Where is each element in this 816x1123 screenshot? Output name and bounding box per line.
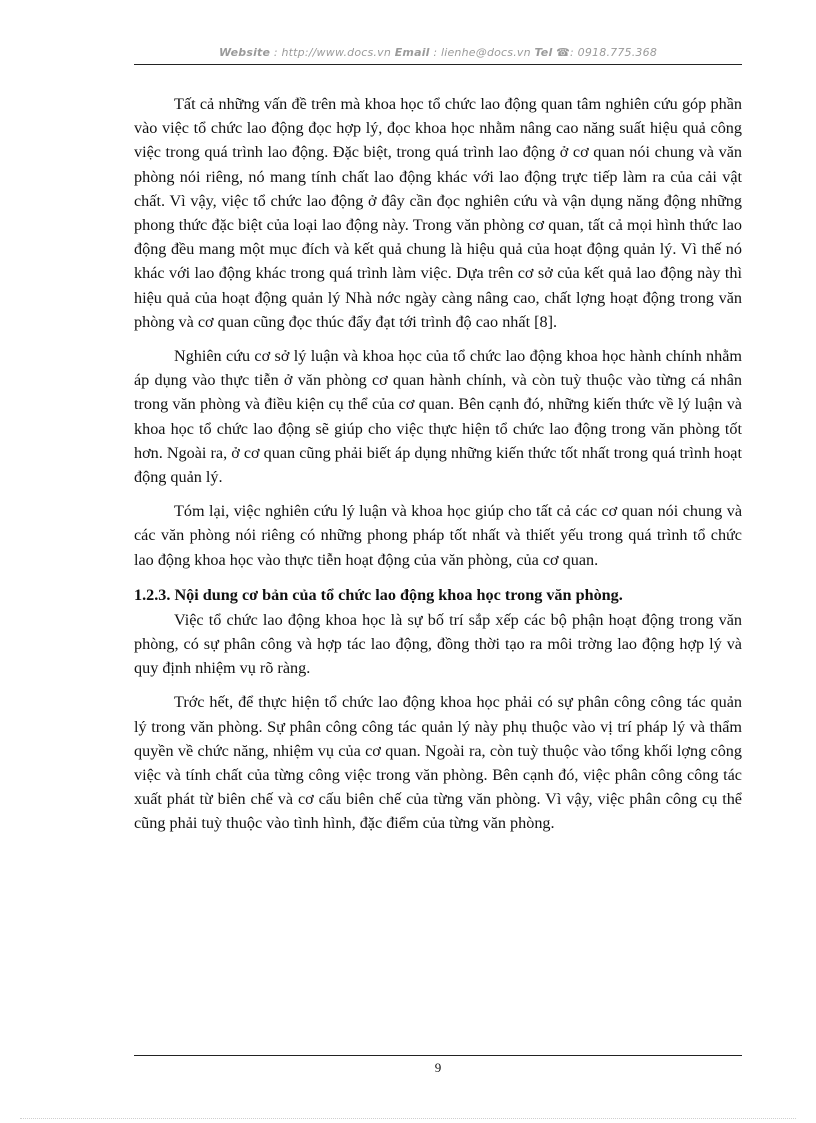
paragraph: Trớc hết, để thực hiện tổ chức lao động khoa học phải có sự phân công công tác quản lý trong văn phòng. Sự phân công công tác quản lý này phụ thuộc vào vị trí pháp lý và thẩm quyền về chức năng, nhiệm vụ của cơ quan. Ngoài ra, còn tuỳ thuộc vào tổng khối lợng công việc và tính chất của từng công việc trong văn phòng. Bên cạnh đó, việc phân công công tác xuất phát từ biên chế và cơ cấu biên chế của từng văn phòng. Vì vậy, việc phân công cụ thể cũng phải tuỳ thuộc vào tình hình, đặc điểm của từng văn phòng. (134, 693, 742, 833)
website-label: Website (218, 46, 271, 59)
page-bottom-border (20, 1118, 796, 1119)
tel-value: : 0918.775.368 (570, 46, 658, 59)
email-value[interactable]: : lienhe@docs.vn (429, 46, 535, 59)
paragraph: Tóm lại, việc nghiên cứu lý luận và khoa học giúp cho tất cả các cơ quan nói chung và các văn phòng nói riêng có những phong pháp tốt nhất và thiết yếu trong quá trình tổ chức lao động khoa học vào thực tiễn hoạt động của văn phòng, của cơ quan. (134, 502, 742, 569)
page-header (134, 46, 742, 59)
page-number: 9 (434, 1060, 442, 1075)
paragraph: Việc tổ chức lao động khoa học là sự bố trí sắp xếp các bộ phận hoạt động trong văn phòng, có sự phân công và hợp tác lao động, đồng thời tạo ra môi trờng lao động hợp lý và quy định nhiệm vụ rõ ràng. (134, 610, 742, 678)
section-heading: 1.2.3. Nội dung cơ bản của tổ chức lao động khoa học trong văn phòng. (134, 585, 623, 604)
website-value[interactable]: : http://www.docs.vn (270, 46, 395, 59)
footer-divider (134, 1055, 742, 1056)
phone-icon: ☎ (556, 46, 571, 59)
email-label: Email (394, 46, 430, 59)
paragraph: Nghiên cứu cơ sở lý luận và khoa học của tổ chức lao động khoa học hành chính nhằm áp dụng vào thực tiễn ở văn phòng cơ quan hành chính, và còn tuỳ thuộc vào từng cá nhân trong văn phòng và điều kiện cụ thể của cơ quan. Bên cạnh đó, những kiến thức về lý luận và khoa học tổ chức lao động sẽ giúp cho việc thực hiện tổ chức lao động trong văn phòng tốt hơn. Ngoài ra, ở cơ quan cũng phải biết áp dụng những kiến thức tốt nhất trong quá trình hoạt động quản lý. (134, 347, 742, 487)
tel-label: Tel (534, 46, 553, 59)
paragraph: Tất cả những vấn đề trên mà khoa học tổ chức lao động quan tâm nghiên cứu góp phần vào việc tổ chức lao động đọc hợp lý, đọc khoa học nhằm nâng cao năng suất hiệu quả công việc trong quá trình lao động. Đặc biệt, trong quá trình lao động ở cơ quan nói chung và văn phòng nói riêng, nó mang tính chất lao động khác với lao động trực tiếp làm ra của cải vật chất. Vì vậy, việc tổ chức lao động ở đây cần đọc nghiên cứu và vận dụng năng động những phong thức đặc biệt của loại lao động này. Trong văn phòng cơ quan, tất cả mọi hình thức lao động đều mang một mục đích và kết quả chung là hiệu quả của hoạt động quản lý. Vì thế nó khác với lao động khác trong quá trình làm việc. Dựa trên cơ sở của kết quả lao động này thì hiệu quả của hoạt động quản lý Nhà nớc ngày càng nâng cao, chất lợng hoạt động trong văn phòng và cơ quan cũng đọc thúc đẩy đạt tới trình độ cao nhất [8]. (134, 95, 742, 331)
header-divider (134, 64, 742, 65)
document-body (134, 92, 742, 846)
